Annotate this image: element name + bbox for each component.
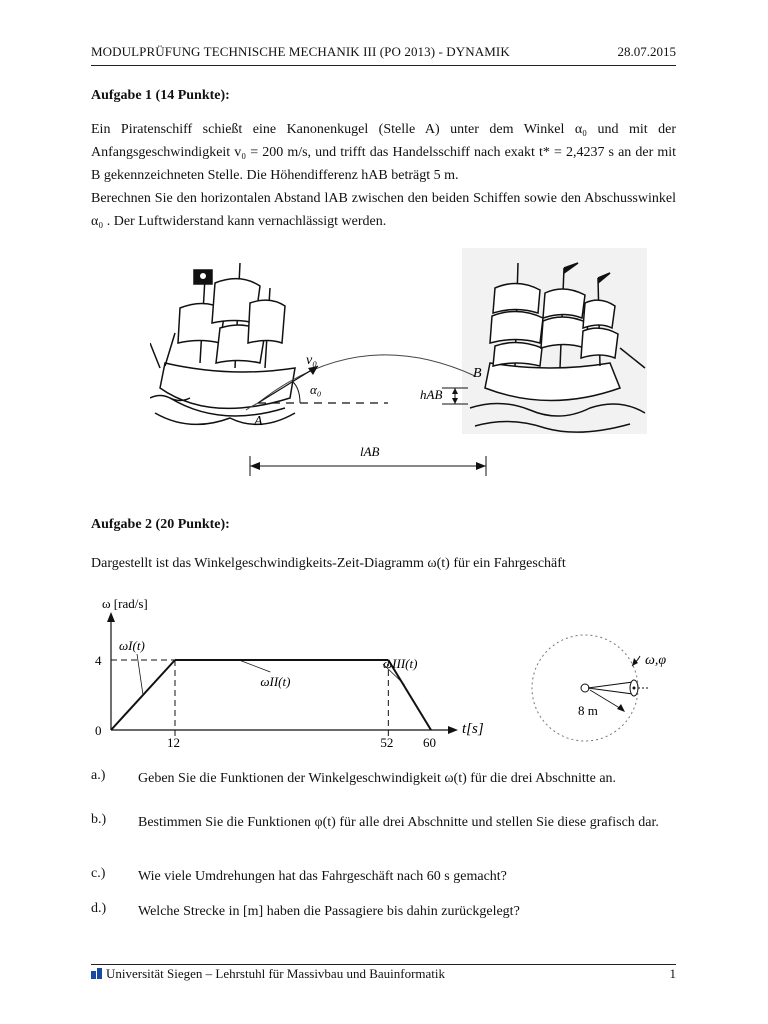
label-v0: v₀ xyxy=(306,353,318,368)
item-a-text: Geben Sie die Funktionen der Winkelgeschwindigkeit ω(t) für die drei Abschnitte an. xyxy=(138,771,617,786)
ride-center xyxy=(581,684,589,692)
exam-date: 28.07.2015 xyxy=(617,44,676,59)
item-c-text: Wie viele Umdrehungen hat das Fahrgeschäft nach 60 s gemacht? xyxy=(138,869,507,884)
ride-gondola-center xyxy=(633,687,636,690)
label-A: A xyxy=(254,414,263,429)
exam-title: MODULPRÜFUNG TECHNISCHE MECHANIK III (PO 2013) - DYNAMIK xyxy=(91,44,510,59)
item-a-label: a.) xyxy=(91,768,106,783)
label-hAB: hAB xyxy=(420,387,443,402)
page-number: 1 xyxy=(669,966,676,981)
y-axis-arrowhead xyxy=(107,612,115,622)
distance-arrowhead-right xyxy=(476,462,486,470)
ride-sketch xyxy=(528,630,678,760)
omega-phi-label: ω,φ xyxy=(645,653,667,668)
label-alpha0: α₀ xyxy=(310,382,322,397)
item-d-label: d.) xyxy=(91,901,107,916)
task1-paragraph-2: Berechnen Sie den horizontalen Abstand lAB zwischen den beiden Schiffen sowie den Abschusswinkel α₀ . Der Luftwiderstand kann vernachlässigt werden. xyxy=(91,191,676,229)
task2-heading: Aufgabe 2 (20 Punkte): xyxy=(91,517,230,532)
label-B: B xyxy=(473,366,482,381)
height-arrowhead-bottom xyxy=(452,398,458,404)
university-logo-icon xyxy=(91,968,103,980)
segment-label-3: ωIII(t) xyxy=(383,656,418,671)
pirate-ship-drawing xyxy=(150,263,295,424)
y-tick-label: 4 xyxy=(95,653,102,668)
segment-label-1: ωI(t) xyxy=(119,638,145,653)
item-c-label: c.) xyxy=(91,866,106,881)
x-tick-label: 12 xyxy=(167,735,180,750)
item-b-text: Bestimmen Sie die Funktionen φ(t) für alle drei Abschnitte und stellen Sie diese grafisch dar. xyxy=(138,815,659,830)
x-axis-arrowhead xyxy=(448,726,458,734)
segment-label-2: ωII(t) xyxy=(260,674,291,689)
radius-label: 8 m xyxy=(578,703,598,718)
distance-arrowhead-left xyxy=(250,462,260,470)
rotation-arrowhead xyxy=(632,658,638,666)
x-tick-label: 60 xyxy=(423,735,436,750)
x-axis-label: t[s] xyxy=(462,721,484,737)
task1-heading: Aufgabe 1 (14 Punkte): xyxy=(91,88,230,103)
x-tick-label: 52 xyxy=(380,735,394,750)
y-tick-label: 0 xyxy=(95,723,102,738)
task2-intro: Dargestellt ist das Winkelgeschwindigkeits-Zeit-Diagramm ω(t) für ein Fahrgeschäft xyxy=(91,556,566,571)
ride-arm xyxy=(588,682,633,694)
item-b-label: b.) xyxy=(91,812,107,827)
angle-arc xyxy=(292,381,300,403)
header-rule xyxy=(91,65,676,66)
ships-figure xyxy=(150,248,650,478)
footer-text: Universität Siegen – Lehrstuhl für Massivbau und Bauinformatik xyxy=(106,966,446,981)
footer-rule xyxy=(91,964,676,965)
leader-line-2 xyxy=(239,660,270,672)
radius-arrowhead xyxy=(617,704,625,712)
omega-time-chart xyxy=(90,590,510,750)
y-axis-label: ω [rad/s] xyxy=(102,596,148,611)
task1-text xyxy=(91,118,676,233)
item-d-text: Welche Strecke in [m] haben die Passagiere bis dahin zurückgelegt? xyxy=(138,904,520,919)
label-lAB: lAB xyxy=(360,444,380,459)
height-arrowhead-top xyxy=(452,388,458,394)
merchant-ship-drawing xyxy=(462,248,647,434)
task1-paragraph-1: Ein Piratenschiff schießt eine Kanonenkugel (Stelle A) unter dem Winkel α₀ und mit der Anfangsgeschwindigkeit v₀ = 200 m/s, und trifft das Handelsschiff nach exakt t* = 2,4237 s an der mit B gekennzeichneten Stelle. Die Höhendifferenz hAB beträgt 5 m. xyxy=(91,122,676,183)
